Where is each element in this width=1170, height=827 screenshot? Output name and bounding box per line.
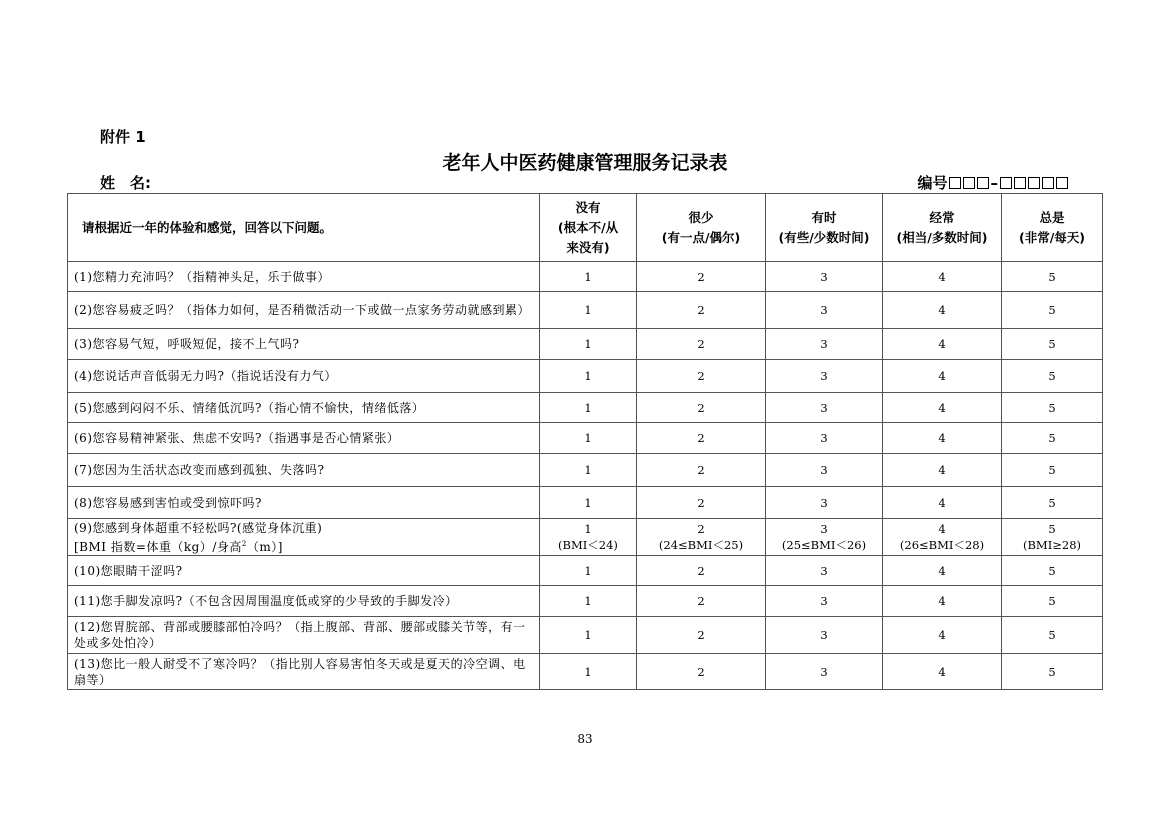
score-cell[interactable]: 1 [540, 262, 637, 292]
score-note: (25≤BMI＜26) [781, 538, 867, 552]
column-subtitle: (根本不/从 [557, 219, 619, 235]
score-cell[interactable]: 2 [637, 454, 766, 487]
score-cell[interactable]: 1 [540, 329, 637, 360]
question-text: (3)您容易气短，呼吸短促，接不上气吗? [68, 329, 540, 360]
score-value: 3 [820, 522, 828, 536]
score-cell[interactable]: 2 [637, 360, 766, 393]
score-cell[interactable]: 2 [637, 393, 766, 423]
score-cell[interactable]: 1 [540, 654, 637, 690]
code-box[interactable] [1028, 177, 1040, 189]
column-subtitle: (相当/多数时间) [896, 229, 988, 245]
question-text: (13)您比一般人耐受不了寒冷吗？（指比别人容易害怕冬天或是夏天的冷空调、电扇等） [68, 654, 540, 690]
score-cell[interactable] [540, 519, 637, 556]
score-cell[interactable]: 2 [637, 556, 766, 586]
score-cell[interactable]: 2 [637, 329, 766, 360]
code-dash: – [990, 173, 998, 192]
column-title: 总是 [1039, 209, 1065, 225]
score-cell[interactable]: 2 [637, 262, 766, 292]
score-cell[interactable] [637, 519, 766, 556]
table-row [68, 292, 1103, 329]
column-header-always [1002, 194, 1103, 262]
bmi-formula-exponent: 2 [241, 539, 247, 548]
score-value: 4 [938, 522, 946, 536]
code-box[interactable] [949, 177, 961, 189]
score-cell[interactable]: 3 [766, 393, 883, 423]
column-subtitle: (有些/少数时间) [778, 229, 870, 245]
form-title: 老年人中医药健康管理服务记录表 [442, 152, 728, 174]
score-note: (24≤BMI＜25) [658, 538, 744, 552]
score-cell[interactable]: 3 [766, 586, 883, 617]
table-row [68, 329, 1103, 360]
score-cell[interactable]: 3 [766, 454, 883, 487]
code-box[interactable] [1042, 177, 1054, 189]
question-prompt: 请根据近一年的体验和感觉，回答以下问题。 [68, 194, 540, 262]
score-cell[interactable]: 1 [540, 586, 637, 617]
table-row [68, 423, 1103, 454]
score-value: 1 [584, 522, 592, 536]
score-cell[interactable]: 2 [637, 487, 766, 519]
bmi-formula [74, 536, 533, 555]
score-cell[interactable]: 4 [883, 556, 1002, 586]
table-row [68, 393, 1103, 423]
score-value: 5 [1048, 522, 1056, 536]
column-header-often [883, 194, 1002, 262]
score-cell[interactable]: 3 [766, 654, 883, 690]
code-box[interactable] [1056, 177, 1068, 189]
score-cell[interactable]: 1 [540, 393, 637, 423]
score-cell[interactable]: 4 [883, 423, 1002, 454]
question-text: (2)您容易疲乏吗？（指体力如何，是否稍微活动一下或做一点家务劳动就感到累） [68, 292, 540, 329]
name-label: 姓 名: [100, 174, 151, 192]
score-cell[interactable]: 3 [766, 329, 883, 360]
score-note: (26≤BMI＜28) [899, 538, 985, 552]
score-cell[interactable]: 4 [883, 487, 1002, 519]
score-cell[interactable]: 3 [766, 423, 883, 454]
score-cell[interactable]: 4 [883, 654, 1002, 690]
question-text: (6)您容易精神紧张、焦虑不安吗?（指遇事是否心情紧张） [68, 423, 540, 454]
column-header-sometimes [766, 194, 883, 262]
column-subtitle: (有一点/偶尔) [661, 229, 741, 245]
score-cell[interactable]: 5 [1002, 329, 1103, 360]
table-row [68, 360, 1103, 393]
table-row [68, 617, 1103, 654]
score-cell[interactable]: 4 [883, 329, 1002, 360]
score-cell[interactable]: 3 [766, 262, 883, 292]
score-cell[interactable]: 4 [883, 617, 1002, 654]
score-cell[interactable]: 2 [637, 654, 766, 690]
bmi-formula-suffix: （m）] [246, 539, 283, 554]
score-cell[interactable]: 5 [1002, 262, 1103, 292]
score-cell[interactable]: 5 [1002, 654, 1103, 690]
code-box[interactable] [963, 177, 975, 189]
score-cell[interactable]: 3 [766, 617, 883, 654]
question-text: (10)您眼睛干涩吗? [68, 556, 540, 586]
column-title: 经常 [929, 209, 955, 225]
score-cell[interactable]: 4 [883, 360, 1002, 393]
score-cell[interactable]: 1 [540, 454, 637, 487]
column-header-rarely [637, 194, 766, 262]
score-cell[interactable]: 5 [1002, 487, 1103, 519]
score-cell[interactable]: 4 [883, 586, 1002, 617]
score-cell[interactable]: 2 [637, 586, 766, 617]
page-number: 83 [577, 732, 593, 746]
code-box[interactable] [977, 177, 989, 189]
bmi-formula-prefix: [BMI 指数=体重（kg）/身高 [74, 539, 242, 554]
score-cell[interactable]: 2 [637, 423, 766, 454]
score-cell[interactable]: 5 [1002, 393, 1103, 423]
table-row [68, 262, 1103, 292]
column-header-never [540, 194, 637, 262]
code-box[interactable] [1000, 177, 1012, 189]
score-cell[interactable]: 1 [540, 360, 637, 393]
table-row [68, 454, 1103, 487]
score-cell[interactable]: 1 [540, 423, 637, 454]
question-text: (4)您说话声音低弱无力吗?（指说话没有力气） [68, 360, 540, 393]
score-cell[interactable]: 5 [1002, 454, 1103, 487]
code-box[interactable] [1014, 177, 1026, 189]
question-line: (9)您感到身体超重不轻松吗?(感觉身体沉重) [74, 520, 323, 535]
header-row [68, 194, 1103, 262]
score-cell[interactable]: 4 [883, 262, 1002, 292]
score-value: 2 [697, 522, 705, 536]
score-cell[interactable]: 1 [540, 487, 637, 519]
score-cell[interactable]: 4 [883, 292, 1002, 329]
table-row [68, 586, 1103, 617]
column-title: 没有 [575, 199, 601, 215]
question-text: (12)您胃脘部、背部或腰膝部怕冷吗？（指上腹部、背部、腰部或膝关节等，有一处或多处怕冷） [68, 617, 540, 654]
score-cell[interactable]: 1 [540, 556, 637, 586]
question-text: (1)您精力充沛吗？（指精神头足，乐于做事） [68, 262, 540, 292]
score-cell[interactable]: 3 [766, 360, 883, 393]
score-cell[interactable]: 1 [540, 292, 637, 329]
score-cell[interactable] [883, 519, 1002, 556]
score-cell[interactable]: 2 [637, 617, 766, 654]
score-cell[interactable]: 3 [766, 292, 883, 329]
column-subtitle: 来没有) [566, 239, 610, 255]
code-label: 编号 [917, 174, 948, 192]
question-text: (5)您感到闷闷不乐、情绪低沉吗?（指心情不愉快，情绪低落） [68, 393, 540, 423]
code-boxes[interactable] [949, 174, 1071, 192]
table-row [68, 654, 1103, 690]
score-cell[interactable] [1002, 519, 1103, 556]
score-cell[interactable]: 3 [766, 487, 883, 519]
table-row [68, 556, 1103, 586]
score-cell[interactable]: 2 [637, 292, 766, 329]
table-row [68, 487, 1103, 519]
column-title: 很少 [688, 209, 714, 225]
attachment-label: 附件 1 [100, 128, 146, 146]
score-cell[interactable]: 3 [766, 556, 883, 586]
score-cell[interactable]: 4 [883, 393, 1002, 423]
column-title: 有时 [811, 209, 837, 225]
score-cell[interactable]: 5 [1002, 292, 1103, 329]
score-cell[interactable]: 5 [1002, 617, 1103, 654]
question-text: (11)您手脚发凉吗?（不包含因周围温度低或穿的少导致的手脚发冷） [68, 586, 540, 617]
score-cell[interactable]: 4 [883, 454, 1002, 487]
health-record-table [67, 193, 1103, 690]
score-cell[interactable] [766, 519, 883, 556]
score-cell[interactable]: 5 [1002, 360, 1103, 393]
code-number [917, 172, 1070, 193]
question-text: (8)您容易感到害怕或受到惊吓吗? [68, 487, 540, 519]
score-cell[interactable]: 5 [1002, 423, 1103, 454]
score-note: (BMI≥28) [1022, 538, 1081, 552]
column-subtitle: (非常/每天) [1019, 229, 1085, 245]
question-text: (7)您因为生活状态改变而感到孤独、失落吗? [68, 454, 540, 487]
score-cell[interactable]: 5 [1002, 556, 1103, 586]
score-note: (BMI＜24) [558, 538, 618, 552]
score-cell[interactable]: 1 [540, 617, 637, 654]
score-cell[interactable]: 5 [1002, 586, 1103, 617]
question-text [68, 519, 540, 556]
table-row [68, 519, 1103, 556]
